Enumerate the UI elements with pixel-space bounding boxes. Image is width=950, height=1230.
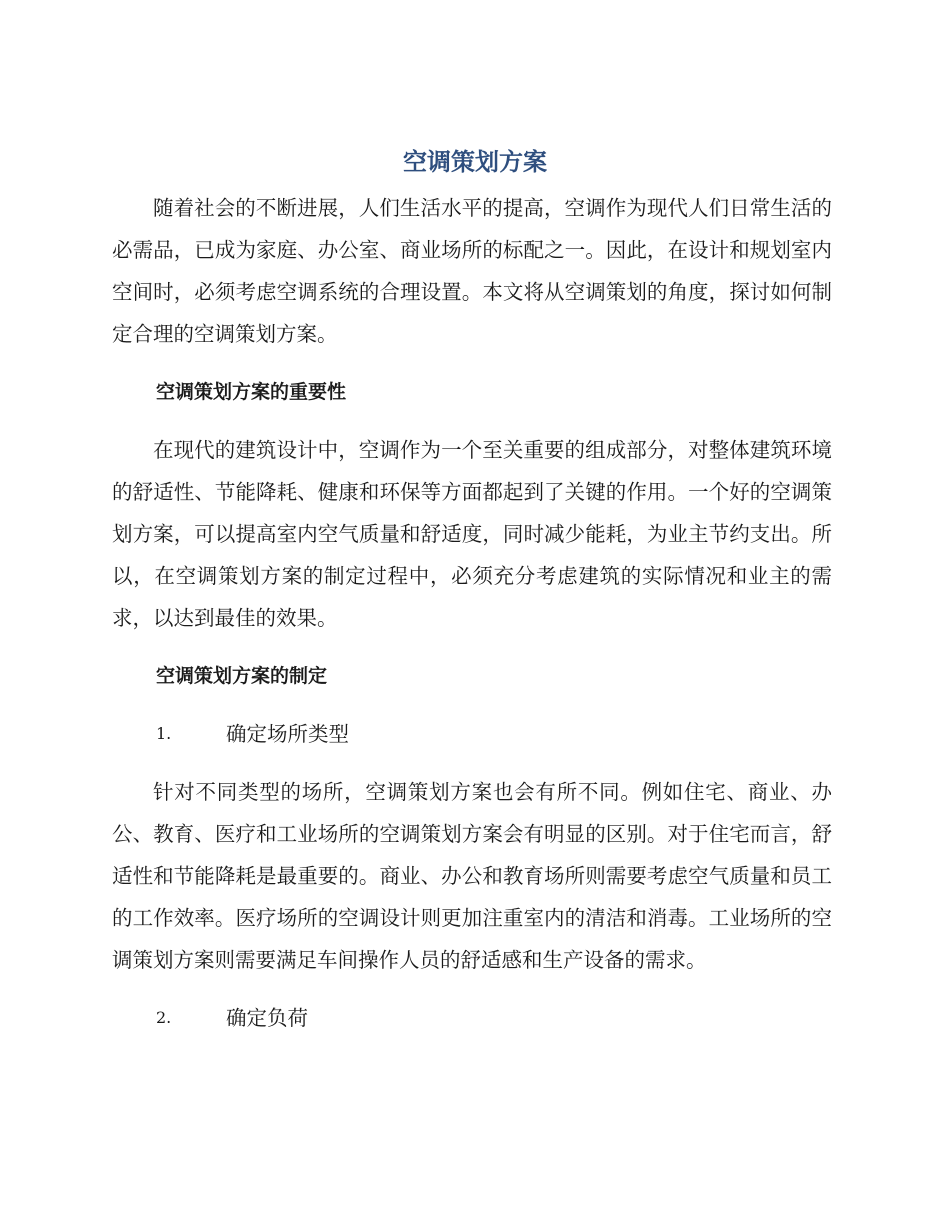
list-item-label: 确定场所类型 (226, 722, 349, 746)
list-item-label: 确定负荷 (226, 1006, 308, 1030)
list-number: 2. (156, 1008, 172, 1027)
intro-paragraph: 随着社会的不断进展，人们生活水平的提高，空调作为现代人们日常生活的必需品，已成为家庭、办公室、商业场所的标配之一。因此，在设计和规划室内空间时，必须考虑空调系统的合理设置。本文将从空调策划的角度，探讨如何制定合理的空调策划方案。 (112, 196, 832, 346)
site-type-paragraph: 针对不同类型的场所，空调策划方案也会有所不同。例如住宅、商业、办公、教育、医疗和工业场所的空调策划方案会有明显的区别。对于住宅而言，舒适性和节能降耗是最重要的。商业、办公和教育场所则需要考虑空气质量和员工的工作效率。医疗场所的空调设计则更加注重室内的清洁和消毒。工业场所的空调策划方案则需要满足车间操作人员的舒适感和生产设备的需求。 (112, 780, 832, 972)
section-heading-importance: 空调策划方案的重要性 (156, 381, 347, 403)
section-heading-formulation: 空调策划方案的制定 (156, 665, 328, 687)
document-body (112, 187, 832, 1039)
importance-paragraph: 在现代的建筑设计中，空调作为一个至关重要的组成部分，对整体建筑环境的舒适性、节能降耗、健康和环保等方面都起到了关键的作用。一个好的空调策划方案，可以提高室内空气质量和舒适度，同时减少能耗，为业主节约支出。所以，在空调策划方案的制定过程中，必须充分考虑建筑的实际情况和业主的需求，以达到最佳的效果。 (112, 438, 832, 630)
document-title: 空调策划方案 (403, 148, 547, 176)
list-item-load (112, 997, 832, 1039)
list-item-site-type (112, 713, 832, 755)
list-number: 1. (156, 724, 172, 743)
